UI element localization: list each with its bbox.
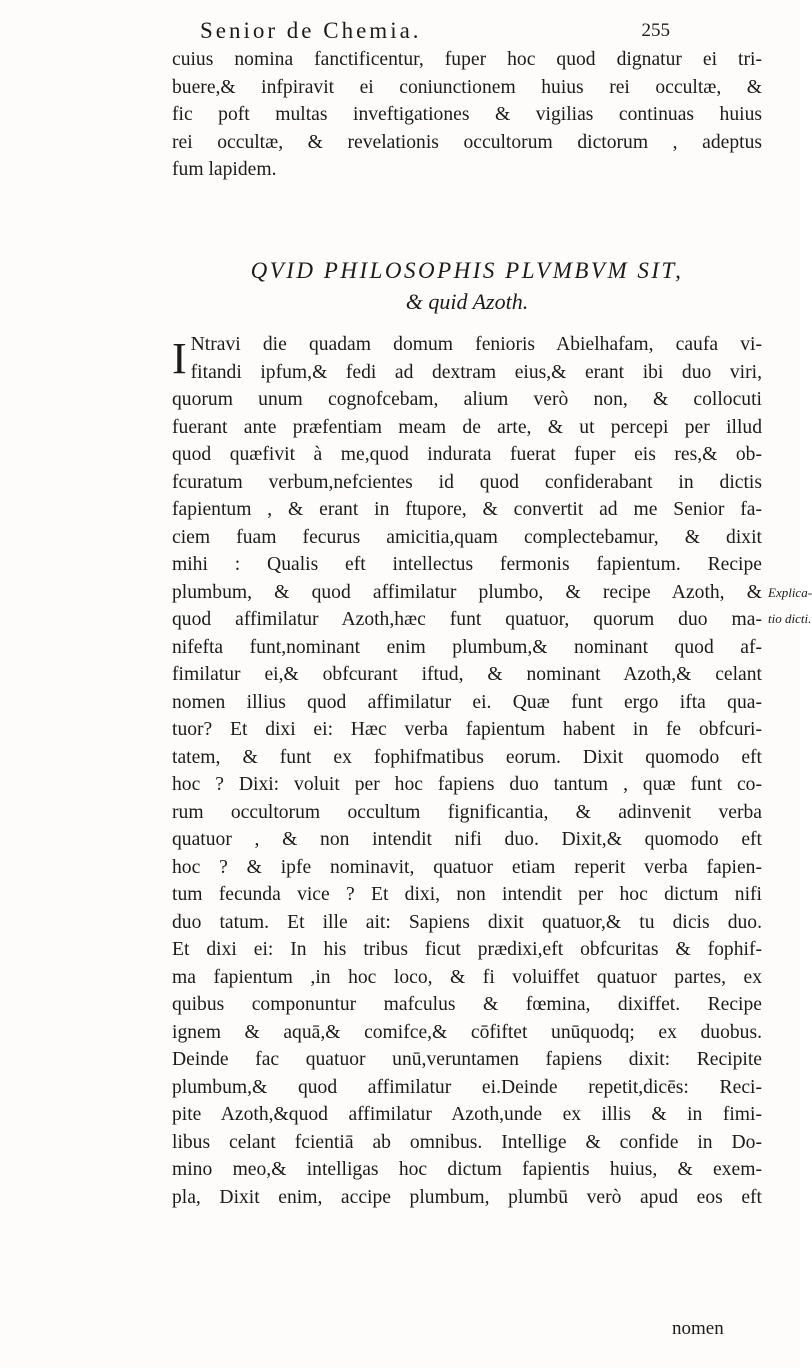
text-line: fitandi ipfum,& fedi ad dextram eius,& erant ibi duo viri, [190, 361, 762, 383]
text-line: ma fapientum ,in hoc loco, & fi voluiffet quatuor partes, ex [172, 966, 762, 988]
text-line: fapientum , & erant in ftupore, & convertit ad me Senior fa- [172, 499, 762, 520]
section-heading [172, 256, 762, 318]
text-line: hoc ? Dixi: voluit per hoc fapiens duo tantum , quæ funt co- [172, 774, 762, 795]
text-line: hoc ? & ipfe nominavit, quatuor etiam reperit verba fapien- [172, 856, 762, 878]
marginal-note [768, 580, 812, 632]
text-line: plumbum, & quod affimilatur plumbo, & recipe Azoth, & [172, 581, 762, 603]
text-line: duo tatum. Et ille ait: Sapiens dixit quatuor,& tu dicis duo. [172, 911, 762, 933]
text-line: fuerant ante præfentiam meam de arte, & ut percepi per illud [172, 416, 762, 438]
text-line: rei occultæ, & revelationis occultorum dictorum , adeptus [172, 131, 762, 153]
text-line: tatem, & funt ex fophifmatibus eorum. Dixit quomodo eft [172, 746, 762, 768]
heading-title: QVID PHILOSOPHIS PLVMBVM SIT, [250, 258, 684, 283]
text-line: fic poft multas inveftigationes & vigilias continuas huius [172, 104, 762, 125]
text-line: rum occultorum occultum fignificantia, & adinvenit verba [172, 801, 762, 823]
text-line: Deinde fac quatuor unū,veruntamen fapiens dixit: Recipite [172, 1049, 762, 1070]
text-line: tuor? Et dixi ei: Hæc verba fapientum habent in fe obfcuri- [172, 719, 762, 740]
text-line: ignem & aquā,& comifce,& cōfiftet unūquodq; ex duobus. [172, 1021, 762, 1043]
marginal-note-line: tio dicti. [768, 611, 812, 626]
text-line: fcuratum verbum,nefcientes id quod confiderabant in dictis [172, 471, 762, 493]
text-line: Et dixi ei: In his tribus ficut prædixi,eft obfcuritas & fophif- [172, 939, 762, 960]
text-line: quorum unum cognofcebam, alium verò non, & collocuti [172, 389, 762, 410]
heading-subtitle: & quid Azoth. [405, 289, 529, 314]
intro-paragraph [172, 46, 762, 184]
text-line: fimilatur ei,& obfcurant iftud, & nominant Azoth,& celant [172, 664, 762, 685]
text-line: mihi : Qualis eft intellectus fermonis fapientum. Recipe [172, 554, 762, 575]
text-line: fum lapidem. [172, 159, 277, 180]
text-line: libus celant fcientiā ab omnibus. Intellige & confide in Do- [172, 1131, 762, 1153]
page-number: 255 [641, 20, 670, 41]
text-line: tum fecunda vice ? Et dixi, non intendit per hoc dictum nifi [172, 884, 762, 905]
text-line: cuius nomina fanctificentur, fuper hoc quod dignatur ei tri- [172, 49, 762, 70]
main-paragraph [172, 331, 762, 1211]
text-line: quibus componuntur mafculus & fœmina, dixiffet. Recipe [172, 994, 762, 1015]
catchword: nomen [672, 1318, 724, 1339]
marginal-note-line: Explica- [768, 585, 812, 600]
text-line: nifefta funt,nominant enim plumbum,& nominant quod af- [172, 636, 762, 658]
text-line: buere,& infpiravit ei coniunctionem huius rei occultæ, & [172, 76, 762, 98]
text-line: Ntravi die quadam domum fenioris Abielhafam, caufa vi- [190, 334, 762, 355]
text-line: ciem fuam fecurus amicitia,quam complectebamur, & dixit [172, 526, 762, 548]
text-line: quatuor , & non intendit nifi duo. Dixit,& quomodo eft [172, 829, 762, 850]
running-title: Senior de Chemia. [200, 18, 422, 43]
text-line: plumbum,& quod affimilatur ei.Deinde repetit,dicēs: Reci- [172, 1076, 762, 1098]
text-line: quod affimilatur Azoth,hæc funt quatuor, quorum duo ma- [172, 609, 762, 630]
text-line: nomen illius quod affimilatur ei. Quæ funt ergo ifta qua- [172, 691, 762, 713]
text-line: pite Azoth,&quod affimilatur Azoth,unde ex illis & in fimi- [172, 1104, 762, 1125]
text-line: pla, Dixit enim, accipe plumbum, plumbū verò apud eos eft [172, 1186, 762, 1208]
drop-cap-lines [172, 331, 762, 386]
text-line: mino meo,& intelligas hoc dictum fapientis huius, & exem- [172, 1159, 762, 1180]
drop-cap: I [172, 334, 187, 383]
text-line: quod quæfivit à me,quod indurata fuerat fuper eis res,& ob- [172, 444, 762, 465]
